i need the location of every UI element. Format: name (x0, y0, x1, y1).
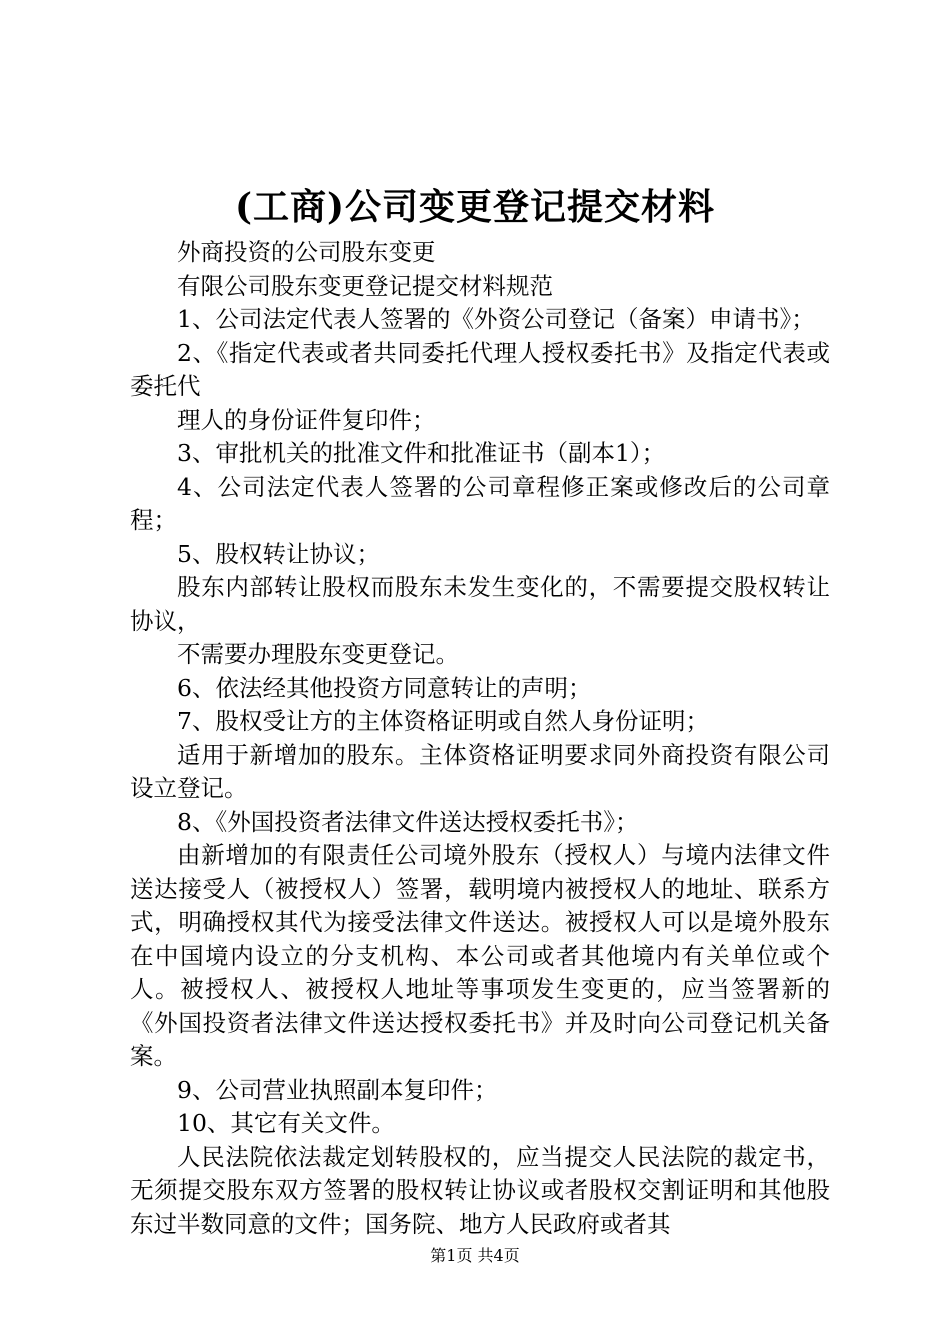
document-body (130, 236, 830, 1241)
paragraph: 3、审批机关的批准文件和批准证书（副本1）； (177, 439, 666, 467)
document-title: (工商)公司变更登记提交材料 (234, 186, 716, 228)
paragraph: 股东内部转让股权而股东未发生变化的，不需要提交股权转让协议， (130, 573, 830, 635)
paragraph: 8、《外国投资者法律文件送达授权委托书》； (177, 807, 639, 836)
paragraph: 1、公司法定代表人签署的《外资公司登记（备案）申请书》； (177, 305, 815, 333)
paragraph: 适用于新增加的股东。主体资格证明要求同外商投资有限公司设立登记。 (130, 740, 830, 802)
paragraph: 不需要办理股东变更登记。 (177, 640, 459, 668)
paragraph: 有限公司股东变更登记提交材料规范 (177, 271, 553, 300)
paragraph: 6、依法经其他投资方同意转让的声明； (177, 673, 592, 702)
paragraph: 4、公司法定代表人签署的公司章程修正案或修改后的公司章程； (130, 472, 830, 534)
paragraph: 5、股权转让协议； (177, 539, 380, 568)
paragraph: 理人的身份证件复印件； (177, 405, 436, 434)
paragraph: 人民法院依法裁定划转股权的，应当提交人民法院的裁定书，无须提交股东双方签署的股权转让协议或者股权交割证明和其他股东过半数同意的文件；国务院、地方人民政府或者其 (130, 1142, 830, 1238)
paragraph: 7、股权受让方的主体资格证明或自然人身份证明； (177, 707, 709, 735)
paragraph: 由新增加的有限责任公司境外股东（授权人）与境内法律文件送达接受人（被授权人）签署，载明境内被授权人的地址、联系方式，明确授权其代为接受法律文件送达。被授权人可以是境外股东在中国境内设立的分支机构、本公司或者其他境内有关单位或个人。被授权人、被授权人地址等事项发生变更的，应当签署新的《外国投资者法律文件送达授权委托书》并及时向公司登记机关备案。 (130, 841, 830, 1070)
paragraph: 9、公司营业执照副本复印件； (177, 1075, 498, 1104)
page-footer: 第1页 共4页 (430, 1246, 520, 1265)
paragraph: 外商投资的公司股东变更 (177, 238, 436, 266)
paragraph: 2、《指定代表或者共同委托代理人授权委托书》及指定代表或委托代 (130, 338, 830, 400)
paragraph: 10、其它有关文件。 (177, 1109, 395, 1137)
